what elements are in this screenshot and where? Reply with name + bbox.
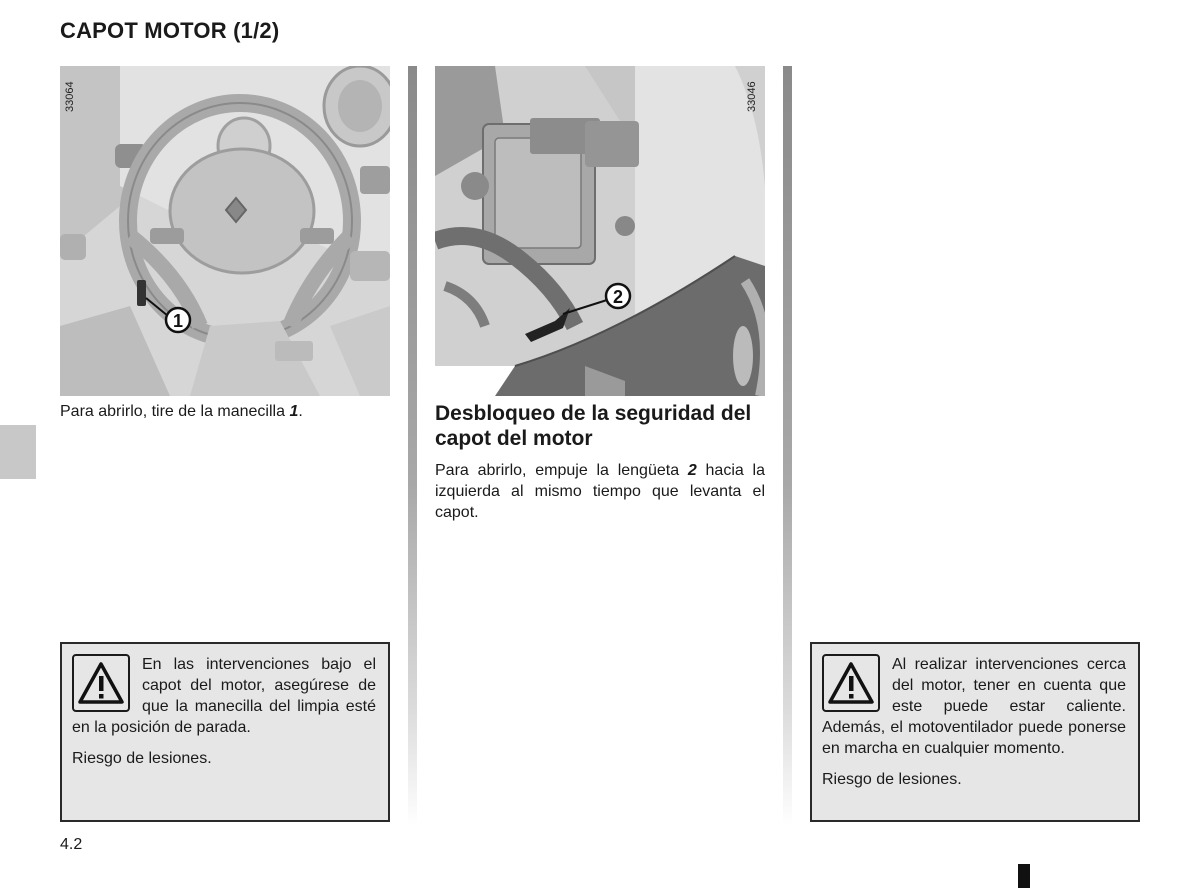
figure-number: 33064 [64,81,76,112]
body-ref: 2 [687,462,697,479]
warning-triangle-icon [822,654,880,712]
caption-text: Para abrirlo, tire de la manecilla [60,403,290,420]
warning-text: Al realizar intervenciones cerca del motor, tener en cuenta que este puede estar caliente. Además, el motoventilador puede ponerse en marcha en cualquier momento. [822,656,1126,757]
figure-engine-bay [435,66,765,396]
callout-1-label: 1 [172,311,184,331]
chapter-tab [0,425,36,479]
page-title: CAPOT MOTOR (1/2) [60,18,280,43]
warning-box [60,642,390,822]
engine-bay-illustration [435,66,765,396]
section-heading: Desbloqueo de la seguridad del capot del motor [435,402,752,450]
page-edge-mark [1018,864,1030,888]
body-text: Para abrirlo, empuje la lengüeta [435,462,688,479]
warning-box [810,642,1140,822]
callout-2-label: 2 [612,287,624,307]
figure-caption [60,403,303,421]
caption-end: . [298,403,303,420]
figure-dashboard [60,66,390,396]
caption-ref: 1 [289,403,299,420]
column-divider [408,66,417,826]
dashboard-illustration [60,66,390,396]
section-body [435,460,765,523]
column-divider [783,66,792,826]
page-number: 4.2 [60,836,83,853]
warning-text: En las intervenciones bajo el capot del motor, asegúrese de que la manecilla del limpia esté en la posición de parada. [72,656,376,736]
warning-risk: Riesgo de lesiones. [822,771,962,788]
body-text-end: hacia la izquierda al mismo tiempo que levanta el capot. [435,462,766,521]
warning-risk: Riesgo de lesiones. [72,750,212,767]
figure-number: 33046 [746,81,758,112]
warning-triangle-icon [72,654,130,712]
